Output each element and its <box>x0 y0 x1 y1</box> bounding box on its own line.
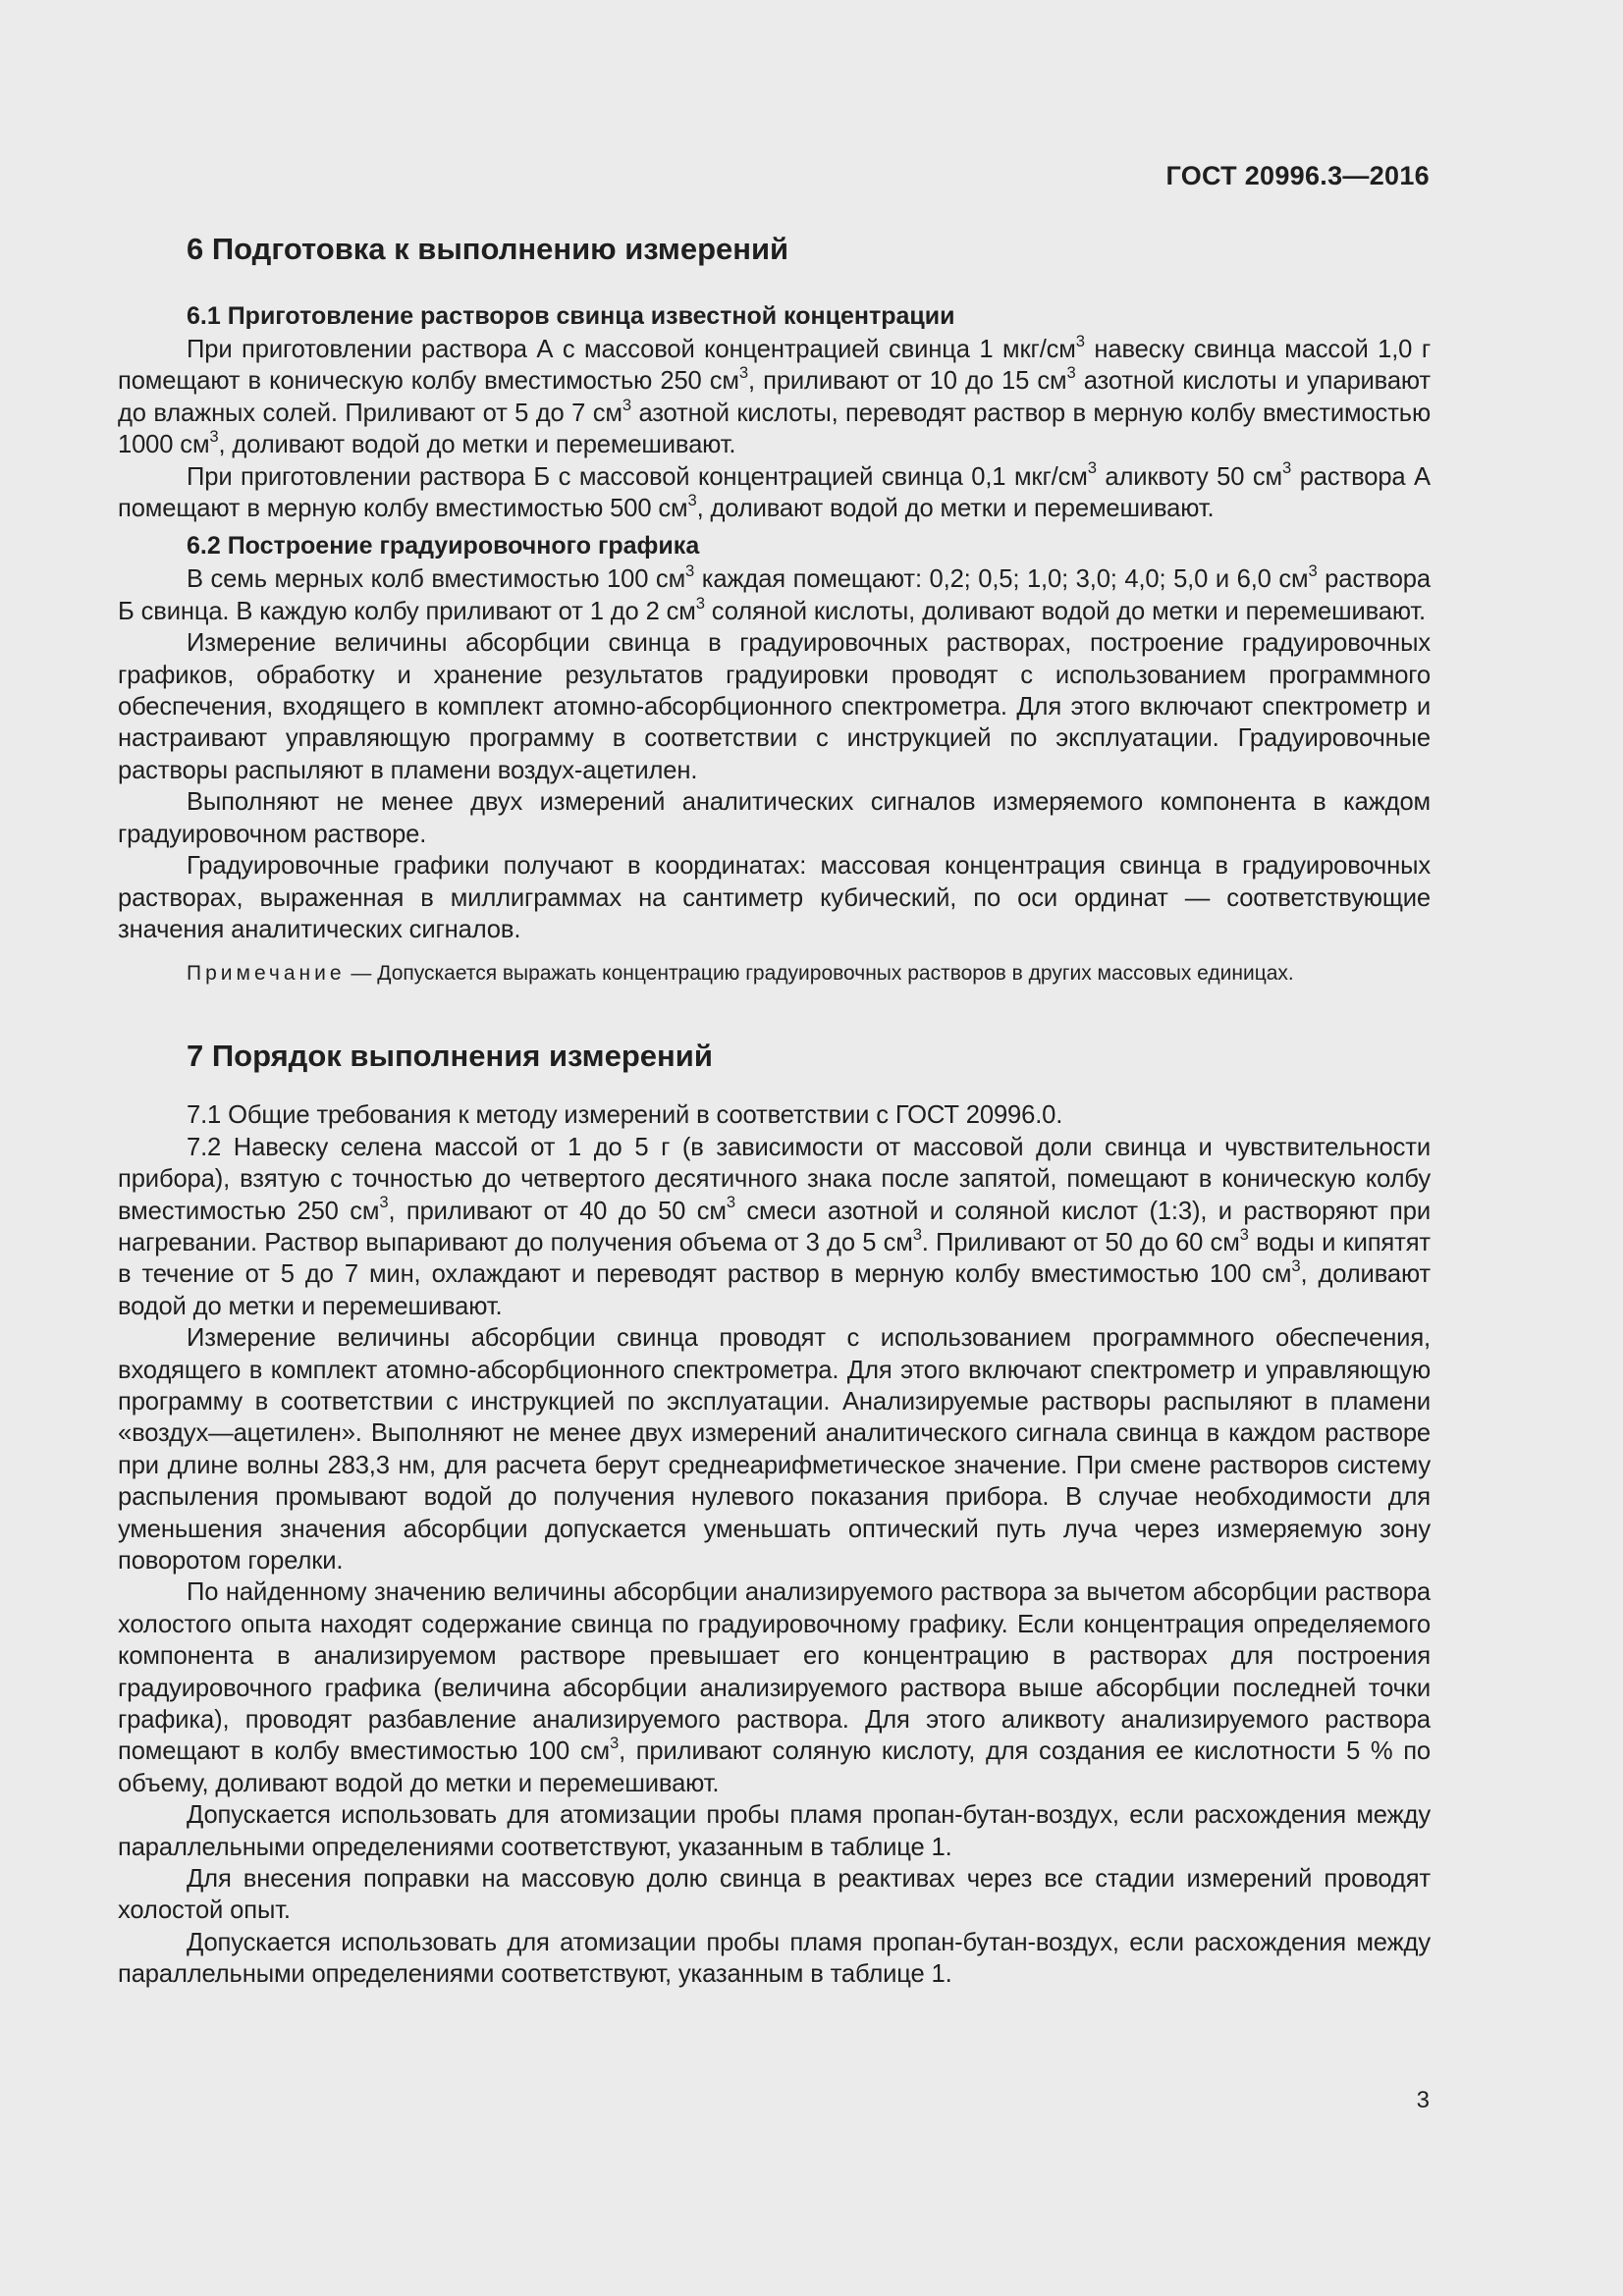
paragraph-6-1-solution-b: При приготовлении раствора Б с массовой концентрацией свинца 0,1 мкг/$см^3$ аликвоту 50 $см^3$ раствора А помещают в мерную колбу вместимостью 500 $см^3$, доливают водой до метки и перемешивают. <box>118 458 1431 523</box>
page-number: 3 <box>1416 2087 1430 2113</box>
subsection-6-2-title: 6.2 Построение градуировочного графика <box>187 532 700 561</box>
paragraph-6-2-flasks: В семь мерных колб вместимостью 100 $см^3$ каждая помещают: 0,2; 0,5; 1,0; 3,0; 4,0; 5,0 и 6,0 $см^3$ раствора Б свинца. В каждую колбу приливают от 1 до 2 $см^3$ соляной кислоты, доливают водой до метки и перемешивают. <box>118 561 1431 625</box>
note-6-2: Примечание — Допускается выражать концентрацию градуировочных растворов в других массовых единицах. <box>187 962 1294 986</box>
paragraph-7-blank-test: Для внесения поправки на массовую долю свинца в реактивах через все стадии измерений проводят холостой опыт. <box>118 1865 1431 1925</box>
paragraph-6-2-measurements: Выполняют не менее двух измерений аналитических сигналов измеряемого компонента в каждом градуировочном растворе. <box>118 788 1431 848</box>
paragraph-6-2-absorption: Измерение величины абсорбции свинца в градуировочных растворах, построение градуировочных графиков, обработку и хранение результатов градуировки проводят с использованием программного обеспечения, входящего в комплект атомно-абсорбционного спектрометра. Для этого включают спектрометр и настраивают управляющую программу в соответствии с инструкцией по эксплуатации. Градуировочные растворы распыляют в пламени воздух-ацетилен. <box>118 629 1431 784</box>
paragraph-7-measurement: Измерение величины абсорбции свинца проводят с использованием программного обеспечения, входящего в комплект атомно-абсорбционного спектрометра. Для этого включают спектрометр и управляющую программу в соответствии с инструкцией по эксплуатации. Анализируемые растворы распыляют в пламени «воздух—ацетилен». Выполняют не менее двух измерений аналитического сигнала свинца в каждом растворе при длине волны 283,3 нм, для расчета берут среднеарифметическое значение. При смене растворов систему распыления промывают водой до получения нулевого показания прибора. В случае необходимости для уменьшения значения абсорбции допускается уменьшать оптический путь луча через измеряемую зону поворотом горелки. <box>118 1324 1431 1575</box>
paragraph-6-1-solution-a: При приготовлении раствора А с массовой концентрацией свинца 1 мкг/$см^3$ навеску свинца массой 1,0 г помещают в коническую колбу вместимостью 250 $см^3$, приливают от 10 до 15 $см^3$ азотной кислоты и упаривают до влажных солей. Приливают от 5 до 7 $см^3$ азотной кислоты, переводят раствор в мерную колбу вместимостью 1000 $см^3$, доливают водой до метки и перемешивают. <box>118 331 1431 459</box>
document-code: ГОСТ 20996.3—2016 <box>1165 161 1430 190</box>
paragraph-6-2-graphs: Градуировочные графики получают в координатах: массовая концентрация свинца в градуировочных растворах, выраженная в миллиграммах на сантиметр кубический, по оси ординат — соответствующие значения аналитических сигналов. <box>118 852 1431 943</box>
paragraph-7-2: 7.2 Навеску селена массой от 1 до 5 г (в зависимости от массовой доли свинца и чувствительности прибора), взятую с точностью до четвертого десятичного знака после запятой, помещают в коническую колбу вместимостью 250 $см^3$, приливают от 40 до 50 $см^3$ смеси азотной и соляной кислот (1:3), и растворяют при нагревании. Раствор выпаривают до получения объема от 3 до 5 $см^3$. Приливают от 50 до 60 $см^3$ воды и кипятят в течение от 5 до 7 мин, охлаждают и переводят раствор в мерную колбу вместимостью 100 $см^3$, доливают водой до метки и перемешивают. <box>118 1133 1431 1320</box>
paragraph-7-1: 7.1 Общие требования к методу измерений в соответствии с ГОСТ 20996.0. <box>187 1101 1063 1130</box>
subsection-6-1-title: 6.1 Приготовление растворов свинца известной концентрации <box>187 302 955 330</box>
section-6-title: 6 Подготовка к выполнению измерений <box>187 232 789 266</box>
paragraph-7-allowed-flame-2: Допускается использовать для атомизации пробы пламя пропан-бутан-воздух, если расхождения между параллельными определениями соответствуют, указанным в таблице 1. <box>118 1928 1431 1989</box>
paragraph-7-found-value: По найденному значению величины абсорбции анализируемого раствора за вычетом абсорбции раствора холостого опыта находят содержание свинца по градуировочному графику. Если концентрация определяемого компонента в анализируемом растворе превышает его концентрацию в растворах для построения градуировочного графика (величина абсорбции анализируемого раствора выше абсорбции последней точки графика), проводят разбавление анализируемого раствора. Для этого аликвоту анализируемого раствора помещают в колбу вместимостью 100 $см^3$, приливают соляную кислоту, для создания ее кислотности 5 % по объему, доливают водой до метки и перемешивают. <box>118 1578 1432 1797</box>
paragraph-7-allowed-flame-1: Допускается использовать для атомизации пробы пламя пропан-бутан-воздух, если расхождения между параллельными определениями соответствуют, указанным в таблице 1. <box>118 1801 1431 1861</box>
page-content <box>118 226 1431 1991</box>
section-7-title: 7 Порядок выполнения измерений <box>187 1039 713 1074</box>
note-label: Примечание <box>187 962 346 986</box>
